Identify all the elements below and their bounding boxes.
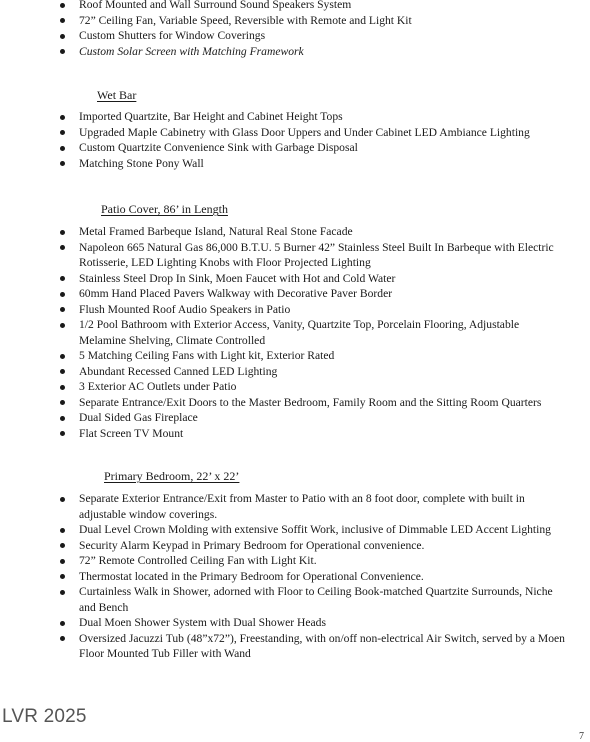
list-item: 1/2 Pool Bathroom with Exterior Access, Vanity, Quartzite Top, Porcelain Flooring, Adjustable Melamine Shelving, Climate Controlled <box>0 317 590 348</box>
list-item: 72” Remote Controlled Ceiling Fan with Light Kit. <box>0 553 590 569</box>
section-wet-bar <box>0 109 590 171</box>
section-heading-wet-bar: Wet Bar <box>97 88 137 102</box>
list-item: Dual Level Crown Molding with extensive Soffit Work, inclusive of Dimmable LED Accent Lighting <box>0 522 590 538</box>
list-item: Matching Stone Pony Wall <box>0 156 590 172</box>
list-item: Custom Quartzite Convenience Sink with Garbage Disposal <box>0 140 590 156</box>
bullet-list <box>0 0 590 59</box>
list-item: Flat Screen TV Mount <box>0 426 590 442</box>
bullet-list <box>0 109 590 171</box>
list-item: Thermostat located in the Primary Bedroom for Operational Convenience. <box>0 569 590 585</box>
list-item: Abundant Recessed Canned LED Lighting <box>0 364 590 380</box>
list-item: Separate Exterior Entrance/Exit from Master to Patio with an 8 foot door, complete with built in adjustable window coverings. <box>0 491 590 522</box>
section-patio-cover <box>0 224 590 441</box>
page-number: 7 <box>579 731 584 742</box>
list-item: Stainless Steel Drop In Sink, Moen Faucet with Hot and Cold Water <box>0 271 590 287</box>
list-item: Roof Mounted and Wall Surround Sound Speakers System <box>0 0 590 13</box>
section-heading-patio-cover: Patio Cover, 86’ in Length <box>101 202 228 216</box>
list-item: Imported Quartzite, Bar Height and Cabinet Height Tops <box>0 109 590 125</box>
section-heading-primary-bedroom: Primary Bedroom, 22’ x 22’ <box>104 469 240 483</box>
list-item: 5 Matching Ceiling Fans with Light kit, Exterior Rated <box>0 348 590 364</box>
list-item: Dual Sided Gas Fireplace <box>0 410 590 426</box>
list-item: Custom Shutters for Window Coverings <box>0 28 590 44</box>
bullet-list <box>0 224 590 441</box>
list-item: 72” Ceiling Fan, Variable Speed, Reversible with Remote and Light Kit <box>0 13 590 29</box>
list-item: Upgraded Maple Cabinetry with Glass Door Uppers and Under Cabinet LED Ambiance Lighting <box>0 125 590 141</box>
list-item: Flush Mounted Roof Audio Speakers in Patio <box>0 302 590 318</box>
list-item: Metal Framed Barbeque Island, Natural Real Stone Facade <box>0 224 590 240</box>
section-features-continued <box>0 0 590 59</box>
list-item: Security Alarm Keypad in Primary Bedroom for Operational convenience. <box>0 538 590 554</box>
bullet-list <box>0 491 590 662</box>
mls-watermark: LVR 2025 <box>2 706 87 727</box>
section-primary-bedroom <box>0 491 590 662</box>
list-item: Dual Moen Shower System with Dual Shower Heads <box>0 615 590 631</box>
list-item: Curtainless Walk in Shower, adorned with Floor to Ceiling Book-matched Quartzite Surrounds, Niche and Bench <box>0 584 590 615</box>
list-item: Oversized Jacuzzi Tub (48”x72”), Freestanding, with on/off non-electrical Air Switch, served by a Moen Floor Mounted Tub Filler with Wand <box>0 631 590 662</box>
list-item: Separate Entrance/Exit Doors to the Master Bedroom, Family Room and the Sitting Room Quarters <box>0 395 590 411</box>
list-item: Napoleon 665 Natural Gas 86,000 B.T.U. 5 Burner 42” Stainless Steel Built In Barbeque with Electric Rotisserie, LED Lighting Knobs with Floor Projected Lighting <box>0 240 590 271</box>
list-item: 60mm Hand Placed Pavers Walkway with Decorative Paver Border <box>0 286 590 302</box>
list-item: 3 Exterior AC Outlets under Patio <box>0 379 590 395</box>
list-item: Custom Solar Screen with Matching Framework <box>0 44 590 60</box>
